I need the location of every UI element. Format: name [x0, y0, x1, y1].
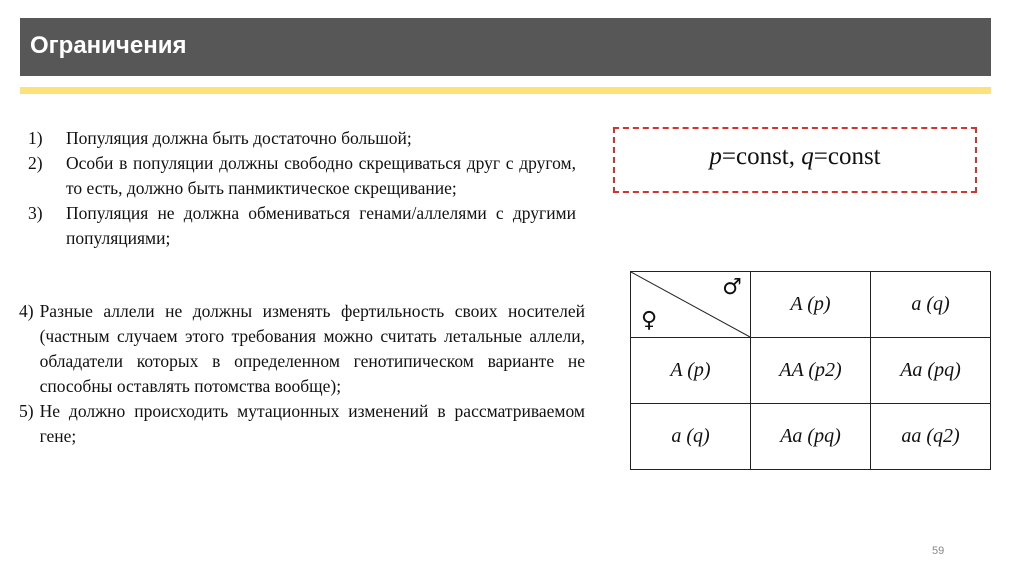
list-item-number: 5)	[19, 401, 34, 421]
list-item-number: 2)	[28, 153, 43, 173]
table-cell: Aa (pq)	[871, 338, 991, 404]
table-row	[631, 272, 991, 338]
table-cell: Aa (pq)	[751, 404, 871, 470]
list-item-text: Не должно происходить мутационных изменений в рассматриваемом гене;	[39, 401, 585, 446]
row-header: A (p)	[631, 338, 751, 404]
list-item-text: Популяция должна быть достаточно большой;	[66, 128, 412, 148]
table-cell: AA (p2)	[751, 338, 871, 404]
formula-p-rest: =const,	[721, 143, 802, 170]
conditions-list-a	[28, 126, 576, 251]
list-item-number: 3)	[28, 203, 43, 223]
list-item	[28, 126, 576, 151]
corner-cell	[631, 272, 751, 338]
row-header: a (q)	[631, 404, 751, 470]
list-item-text: Популяция не должна обмениваться генами/аллелями с другими популяциями;	[66, 203, 576, 248]
title-bar	[20, 18, 991, 76]
column-header: A (p)	[751, 272, 871, 338]
list-item	[28, 151, 576, 201]
list-item	[19, 299, 585, 399]
slide-title: Ограничения	[30, 32, 187, 59]
list-item	[28, 201, 576, 251]
accent-divider	[20, 87, 991, 94]
conditions-list-b	[19, 299, 585, 449]
column-header: a (q)	[871, 272, 991, 338]
formula-p: p	[709, 143, 722, 170]
list-item-text: Особи в популяции должны свободно скрещиваться друг с другом, то есть, должно быть панмиктическое скрещивание;	[66, 153, 576, 198]
formula-box	[613, 127, 977, 193]
list-item-number: 1)	[28, 128, 43, 148]
table-row	[631, 404, 991, 470]
formula-text	[615, 143, 975, 171]
table-row	[631, 338, 991, 404]
male-icon: ♂	[722, 275, 742, 300]
punnett-square	[630, 271, 991, 470]
list-item-number: 4)	[19, 301, 34, 321]
formula-q: q	[801, 143, 814, 170]
list-item-text: Разные аллели не должны изменять фертильность своих носителей (частным случаем этого требования можно считать летальные аллели, обладатели которых в определенном генотипическом варианте не способны оставлять потомства вообще);	[39, 301, 585, 396]
page-number: 59	[932, 545, 945, 557]
female-icon: ♀	[641, 308, 658, 333]
formula-q-rest: =const	[813, 143, 881, 170]
table-cell: aa (q2)	[871, 404, 991, 470]
list-item	[19, 399, 585, 449]
